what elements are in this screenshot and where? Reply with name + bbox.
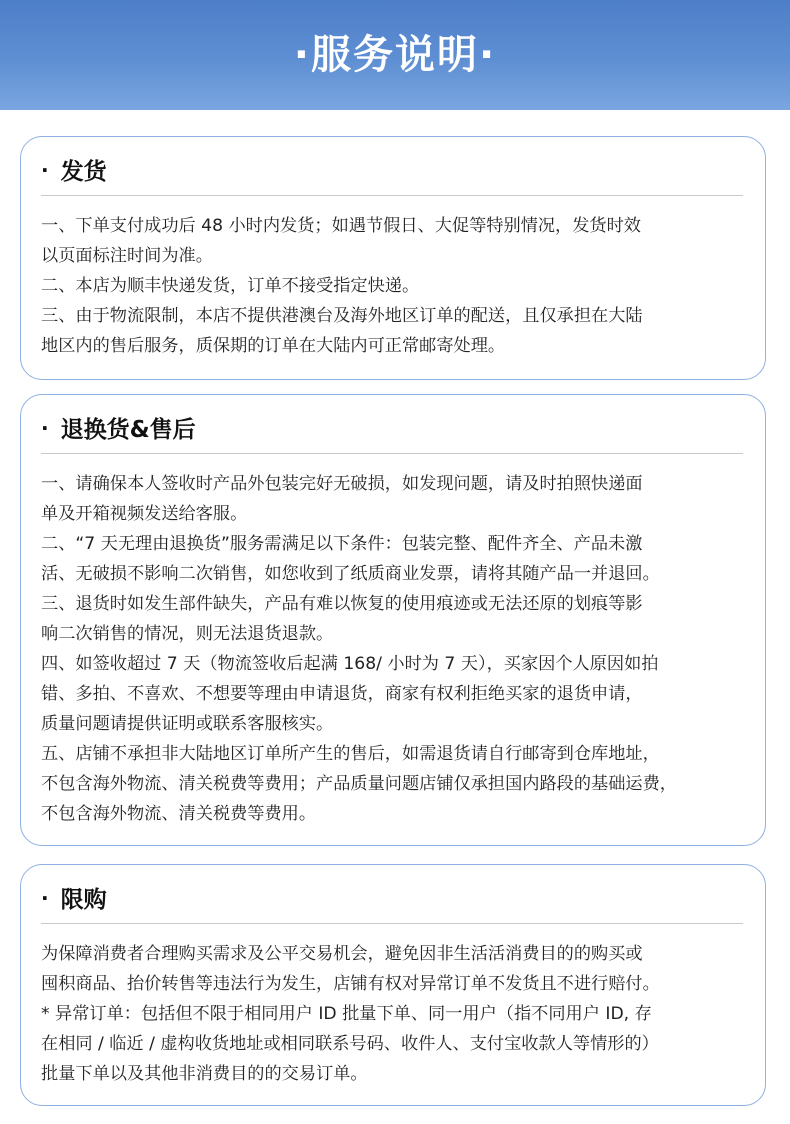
text-line: 单及开箱视频发送给客服。 [41, 504, 248, 524]
section-divider [41, 453, 743, 454]
section-card-purchase-limit [20, 864, 766, 1106]
text-line: 五、店铺不承担非大陆地区订单所产生的售后，如需退货请自行邮寄到仓库地址， [41, 744, 660, 764]
section-divider [41, 195, 743, 196]
header-banner [0, 0, 790, 110]
section-title: 限购 [60, 887, 107, 913]
section-body [41, 469, 751, 829]
text-line: 批量下单以及其他非消费目的的交易订单。 [41, 1064, 368, 1084]
section-divider [41, 923, 743, 924]
text-line: 响二次销售的情况，则无法退货退款。 [41, 624, 334, 644]
section-body [41, 211, 751, 361]
text-line: 一、下单支付成功后 48 小时内发货；如遇节假日、大促等特别情况，发货时效 [41, 216, 641, 236]
bullet-dot: · [41, 885, 49, 910]
text-line: 二、本店为顺丰快递发货，订单不接受指定快递。 [41, 276, 420, 296]
text-line: 二、“7 天无理由退换货”服务需满足以下条件：包装完整、配件齐全、产品未激 [41, 534, 643, 554]
text-line: * 异常订单：包括但不限于相同用户 ID 批量下单、同一用户（指不同用户 ID, 存 [41, 1004, 652, 1024]
section-title: 发货 [60, 159, 107, 185]
text-line: 不包含海外物流、清关税费等费用；产品质量问题店铺仅承担国内路段的基础运费， [41, 774, 677, 794]
page-title: ·服务说明· [293, 31, 497, 78]
section-header [41, 881, 107, 914]
section-card-returns [20, 394, 766, 846]
text-line: 四、如签收超过 7 天（物流签收后起满 168/ 小时为 7 天），买家因个人原因如拍 [41, 654, 659, 674]
text-line: 一、请确保本人签收时产品外包装完好无破损，如发现问题，请及时拍照快递面 [41, 474, 643, 494]
text-line: 囤积商品、抬价转售等违法行为发生，店铺有权对异常订单不发货且不进行赔付。 [41, 974, 660, 994]
text-line: 为保障消费者合理购买需求及公平交易机会，避免因非生活活消费目的的购买或 [41, 944, 643, 964]
text-line: 活、无破损不影响二次销售，如您收到了纸质商业发票，请将其随产品一并退回。 [41, 564, 660, 584]
bullet-dot: · [41, 157, 49, 182]
bullet-dot: · [41, 415, 49, 440]
text-line: 地区内的售后服务，质保期的订单在大陆内可正常邮寄处理。 [41, 336, 506, 356]
section-title: 退换货&售后 [60, 417, 196, 443]
text-line: 质量问题请提供证明或联系客服核实。 [41, 714, 334, 734]
section-header [41, 411, 196, 444]
section-card-shipping [20, 136, 766, 380]
text-line: 三、退货时如发生部件缺失，产品有难以恢复的使用痕迹或无法还原的划痕等影 [41, 594, 643, 614]
text-line: 三、由于物流限制，本店不提供港澳台及海外地区订单的配送，且仅承担在大陆 [41, 306, 643, 326]
section-header [41, 153, 107, 186]
text-line: 在相同 / 临近 / 虚构收货地址或相同联系号码、收件人、支付宝收款人等情形的） [41, 1034, 659, 1054]
text-line: 以页面标注时间为准。 [41, 246, 213, 266]
section-body [41, 939, 751, 1089]
text-line: 错、多拍、不喜欢、不想要等理由申请退货，商家有权利拒绝买家的退货申请， [41, 684, 643, 704]
text-line: 不包含海外物流、清关税费等费用。 [41, 804, 317, 824]
